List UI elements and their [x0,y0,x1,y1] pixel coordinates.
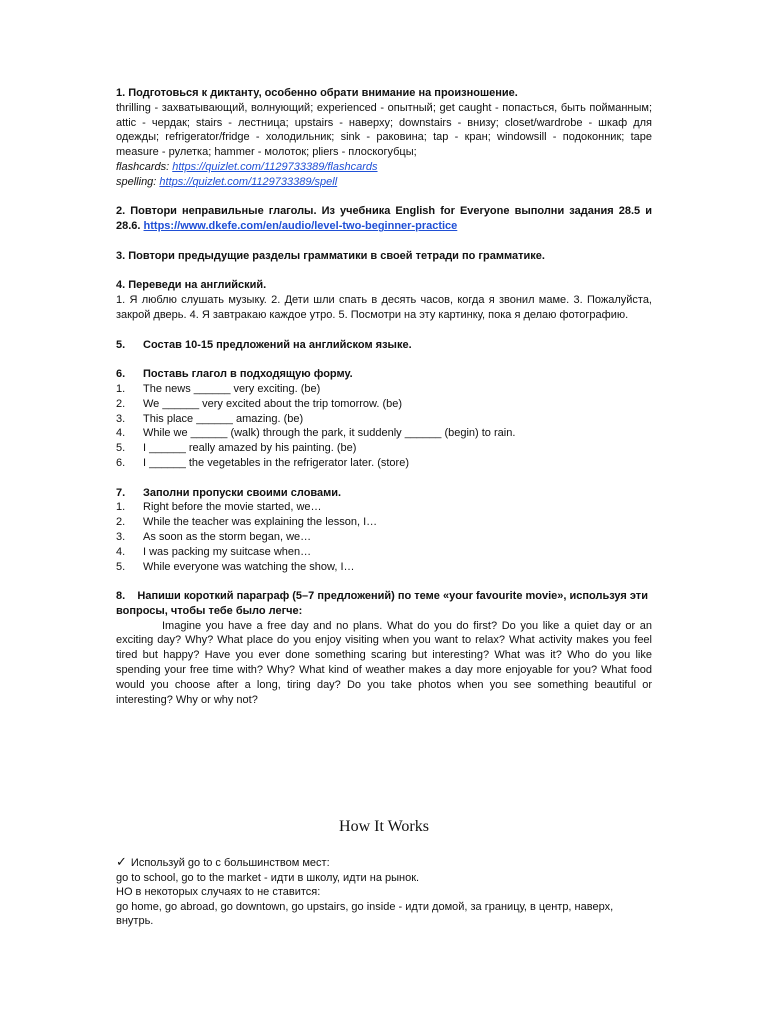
worksheet-body [116,86,652,707]
section-1-heading: 1. Подготовься к диктанту, особенно обрати внимание на произношение. [116,87,518,99]
section-6-heading [116,367,652,382]
list-item [116,397,652,412]
spelling-line [116,175,652,190]
section-7-heading [116,486,652,501]
section-5-heading [116,338,652,353]
checkmark-icon: ✓ [116,854,127,869]
list-item-number: 6. [116,456,126,469]
list-item-number: 5. [116,560,126,573]
list-item-text: While we ______ (walk) through the park, it suddenly ______ (begin) to rain. [143,427,516,440]
list-item [116,500,652,515]
list-item-number: 5. [116,442,126,455]
list-item-text: I ______ really amazed by his painting. (be) [143,442,357,455]
section-7-text: Заполни пропуски своими словами. [143,486,342,499]
section-7-number: 7. [116,486,126,499]
rule-line-2: go to school, go to the market - идти в школу, идти на рынок. [116,871,420,884]
section-5-number: 5. [116,338,126,351]
list-item [116,382,652,397]
list-item [116,560,652,575]
list-item-text: While everyone was watching the show, I… [143,560,355,573]
spelling-link[interactable]: https://quizlet.com/1129733389/spell [159,175,338,188]
how-it-works-title: How It Works [339,818,429,835]
list-item [116,515,652,530]
list-item-number: 2. [116,516,126,529]
section-5-text: Состав 10-15 предложений на английском языке. [143,338,412,351]
list-item-text: While the teacher was explaining the lesson, I… [143,516,378,529]
list-item-text: As soon as the storm began, we… [143,530,312,543]
list-item [116,426,652,441]
list-item-text: This place ______ amazing. (be) [143,412,304,425]
section-3-heading: 3. Повтори предыдущие разделы грамматики в своей тетради по грамматике. [116,249,545,262]
section-4-body: 1. Я люблю слушать музыку. 2. Дети шли спать в десять часов, когда я звонил маме. 3. Пожалуйста, закрой дверь. 4. Я завтракаю каждое утро. 5. Посмотри на эту картинку, пока я делаю фотографию. [116,294,652,321]
list-item-text: We ______ very excited about the trip tomorrow. (be) [143,397,403,410]
list-item [116,412,652,427]
list-item-text: I was packing my suitcase when… [143,545,312,558]
list-item-number: 1. [116,382,126,395]
list-item-number: 1. [116,501,126,514]
list-item-number: 4. [116,427,126,440]
list-item [116,530,652,545]
rule-line-3: НО в некоторых случаях to не ставится: [116,886,321,899]
list-item [116,441,652,456]
list-item-text: The news ______ very exciting. (be) [143,382,321,395]
list-item-number: 4. [116,545,126,558]
section-2 [116,204,652,234]
list-item-text: Right before the movie started, we… [143,501,322,514]
flashcards-line [116,160,652,175]
section-4-heading: 4. Переведи на английский. [116,279,267,292]
section-6-number: 6. [116,368,126,381]
section-1-vocabulary: thrilling - захватывающий, волнующий; experienced - опытный; get caught - попасться, быть пойманным; attic - чердак; stairs - лестница; upstairs - наверху; downstairs - внизу; closet/wardrobe - шкаф для одежды; refrigerator/fridge - холодильник; sink - раковина; tap - кран; windowsill - подоконник; tape measure - рулетка; hammer - молоток; pliers - плоскогубцы; [116,101,652,159]
section-8-body: Imagine you have a free day and no plans. What do you do first? Do you like a quiet day or an exciting day? Why? What place do you enjoy visiting when you want to relax? What activity makes you feel tired but happy? Have you ever done something scaring but interesting? What was it? Who do you like spending your free time with? Why? What kind of weather makes a day more enjoyable for you? What food would you choose after a long, tiring day? Do you take photos when you see something beautiful or interesting? Why or why not? [116,619,652,706]
section-8-heading: 8. Напиши короткий параграф (5–7 предложений) по теме «your favourite movie», используя эти вопросы, чтобы тебе было легче: [116,590,652,617]
rule-line-1 [116,855,652,871]
list-item-number: 2. [116,397,126,410]
rule-line-4: go home, go abroad, go downtown, go upstairs, go inside - идти домой, за границу, в центр, наверх, внутрь. [116,900,614,928]
flashcards-link[interactable]: https://quizlet.com/1129733389/flashcards [172,160,378,173]
list-item-text: I ______ the vegetables in the refrigerator later. (store) [143,456,409,469]
list-item [116,456,652,471]
list-item-number: 3. [116,412,126,425]
rule-line-1-text: Используй go to с большинством мест: [130,857,330,869]
section-2-text: 2. Повтори неправильные глаголы. Из учебника English for Everyone выполни задания 28.5 и 28.6. [116,205,652,233]
how-it-works-body [116,855,652,929]
list-item-number: 3. [116,530,126,543]
spelling-label: spelling: [116,175,160,188]
list-item [116,545,652,560]
section-6-text: Поставь глагол в подходящую форму. [143,368,353,381]
dkefe-link[interactable]: https://www.dkefe.com/en/audio/level-two-beginner-practice [143,220,458,233]
flashcards-label: flashcards: [116,160,173,173]
